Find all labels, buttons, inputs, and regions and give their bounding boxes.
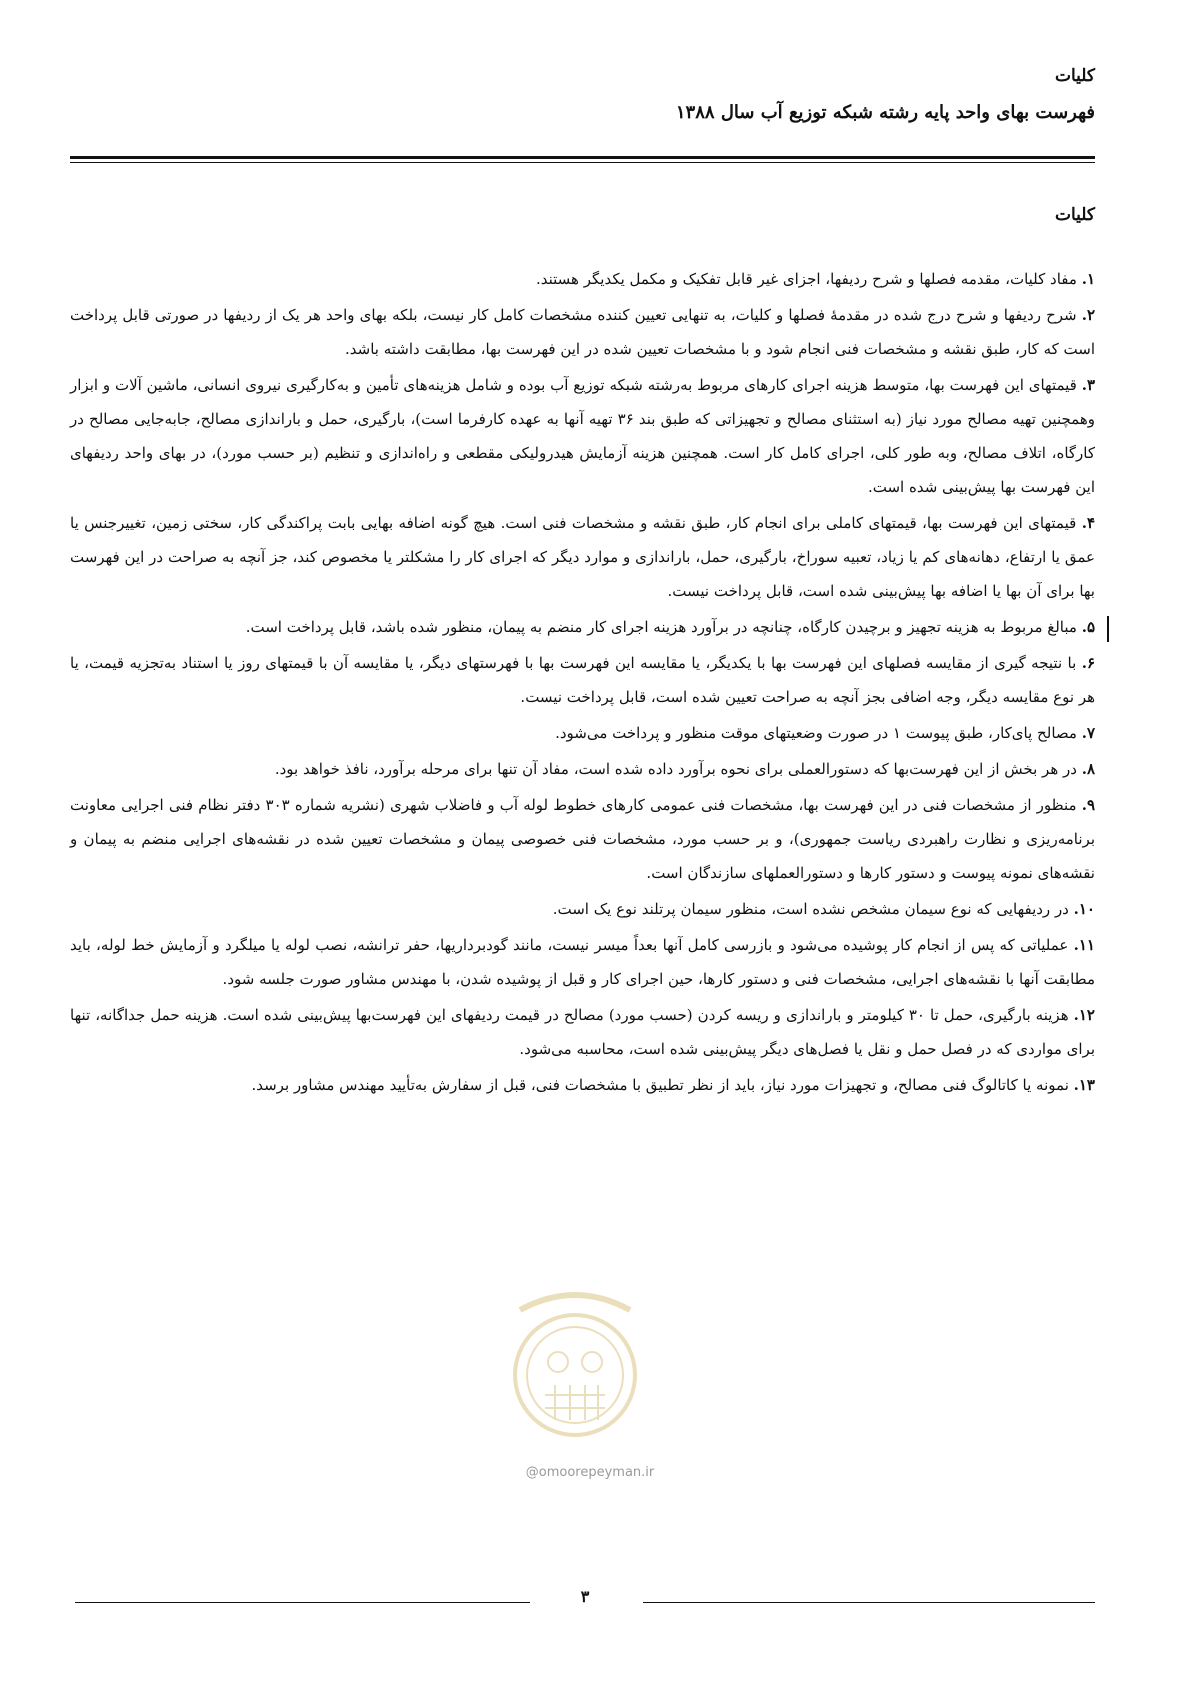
page-footer [75, 1587, 1095, 1617]
header-rule-thick [70, 156, 1095, 159]
paragraph-number: ۴. [1081, 514, 1095, 532]
paragraph-5 [70, 610, 1095, 644]
paragraph-number: ۶. [1081, 654, 1095, 672]
paragraph-text: قیمتهای این فهرست بها، قیمتهای کاملی برای انجام کار، طبق نقشه و مشخصات فنی است. هیچ گونه اضافه بهایی بابت پراکندگی کار، سختی زمین، تغییرجنس یا عمق یا ارتفاع، دهانه‌های کم یا زیاد، تعبیه سوراخ، بارگیری، حمل، باراندازی و موارد دیگر که اجرای کار را مشکلتر یا مخصوص کند، جز آنچه به صراحت در این فهرست بها برای آن بها یا اضافه بها پیش‌بینی شده است، قابل پرداخت نیست. [70, 514, 1095, 600]
watermark-site-text: @omoorepeyman.ir [525, 1465, 655, 1480]
paragraph-text: در ردیفهایی که نوع سیمان مشخص نشده است، منظور سیمان پرتلند نوع یک است. [552, 900, 1074, 918]
paragraph-number: ۱۳. [1073, 1076, 1095, 1094]
paragraph-text: با نتیجه گیری از مقایسه فصلهای این فهرست بها با یکدیگر، یا مقایسه این فهرست بها با فهرستهای دیگر، یا مقایسه آن با قیمتهای روز یا استناد به‌تجزیه قیمت، یا هر نوع مقایسه دیگر، وجه اضافی بجز آنچه به صراحت تعیین شده است، قابل پرداخت نیست. [70, 654, 1095, 706]
paragraph-text: شرح ردیفها و شرح درج شده در مقدمهٔ فصلها و کلیات، به تنهایی تعیین کننده مشخصات کامل کار نیست، بلکه بهای واحد هر یک از ردیفها در صورتی قابل پرداخت است که کار، طبق نقشه و مشخصات فنی انجام شود و با مشخصات تعیین شده در این فهرست بها، مطابقت داشته باشد. [70, 306, 1095, 358]
paragraph-text: مصالح پای‌کار، طبق پیوست ۱ در صورت وضعیتهای موقت منظور و پرداخت می‌شود. [555, 724, 1082, 742]
paragraph-12 [70, 998, 1095, 1066]
paragraph-6 [70, 646, 1095, 714]
section-title: کلیات [1054, 205, 1095, 225]
paragraph-number: ۳. [1081, 376, 1095, 394]
paragraph-text: منظور از مشخصات فنی در این فهرست بها، مشخصات فنی عمومی کارهای خطوط لوله آب و فاضلاب شهری (نشریه شماره ۳۰۳ دفتر نظام فنی اجرایی معاونت برنامه‌ریزی و نظارت راهبردی ریاست جمهوری)، و بر حسب مورد، مشخصات فنی خصوصی پیمان و مشخصات تعیین شده در نقشه‌های اجرایی منضم به پیمان و نقشه‌های نمونه پیوست و دستور کارها و دستورالعملهای سازندگان است. [70, 796, 1095, 882]
paragraph-text: مفاد کلیات، مقدمه فصلها و شرح ردیفها، اجزای غیر قابل تفکیک و مکمل یکدیگر هستند. [535, 270, 1082, 288]
paragraph-1 [70, 262, 1095, 296]
paragraph-3 [70, 368, 1095, 504]
paragraph-4 [70, 506, 1095, 608]
paragraph-text: عملیاتی که پس از انجام کار پوشیده می‌شود و بازرسی کامل آنها بعداً میسر نیست، مانند گودبرداریها، حفر ترانشه، نصب لوله یا میلگرد و آزمایش خط لوله، باید مطابقت آنها با نقشه‌های اجرایی، مشخصات فنی و دستور کارها، حین اجرای کار و قبل از پوشیده شدن، با مهندس مشاور صورت جلسه شود. [70, 936, 1095, 988]
watermark-logo-icon [480, 1280, 670, 1450]
paragraph-9 [70, 788, 1095, 890]
paragraph-number: ۱۲. [1073, 1006, 1095, 1024]
paragraph-number: ۹. [1081, 796, 1095, 814]
page-header [70, 62, 1095, 130]
paragraph-text: نمونه یا کاتالوگ فنی مصالح، و تجهیزات مورد نیاز، باید از نظر تطبیق با مشخصات فنی، قبل از سفارش به‌تأیید مهندس مشاور برسد. [251, 1076, 1074, 1094]
paragraph-number: ۲. [1081, 306, 1095, 324]
page-number: ۳ [580, 1587, 590, 1606]
paragraph-number: ۱۱. [1073, 936, 1095, 954]
paragraph-text: قیمتهای این فهرست بها، متوسط هزینه اجرای کارهای مربوط به‌رشته شبکه توزیع آب بوده و شامل هزینه‌های تأمین و به‌کارگیری نیروی انسانی، ماشین آلات و ابزار وهمچنین تهیه مصالح مورد نیاز (به استثنای مصالح و تجهیزاتی که طبق بند ۳۶ تهیه آنها به عهده کارفرما است)، بارگیری، حمل و باراندازی مصالح، جابه‌جایی مصالح در کارگاه، اتلاف مصالح، وبه طور کلی، اجرای کامل کار است. همچنین هزینه آزمایش هیدرولیکی مقطعی و راه‌اندازی و تنظیم (بر حسب مورد)، در بهای واحد ردیفهای این فهرست بها پیش‌بینی شده است. [70, 376, 1095, 496]
paragraph-number: ۱. [1081, 270, 1095, 288]
paragraph-number: ۸. [1081, 760, 1095, 778]
paragraph-2 [70, 298, 1095, 366]
paragraph-number: ۵. [1081, 618, 1095, 636]
paragraph-7 [70, 716, 1095, 750]
header-title: فهرست بهای واحد پایه رشته شبکه توزیع آب سال ۱۳۸۸ [675, 102, 1095, 123]
paragraph-number: ۷. [1081, 724, 1095, 742]
paragraph-11 [70, 928, 1095, 996]
header-rule-thin [70, 162, 1095, 163]
paragraph-text: هزینه بارگیری، حمل تا ۳۰ کیلومتر و باراندازی و ریسه کردن (حسب مورد) مصالح در قیمت ردیفهای این فهرست‌بها پیش‌بینی شده است. هزینه حمل جداگانه، تنها برای مواردی که در فصل حمل و نقل یا فصل‌های دیگر پیش‌بینی شده است، محاسبه می‌شود. [70, 1006, 1095, 1058]
paragraph-10 [70, 892, 1095, 926]
paragraph-8 [70, 752, 1095, 786]
paragraph-number: ۱۰. [1073, 900, 1095, 918]
paragraph-text: مبالغ مربوط به هزینه تجهیز و برچیدن کارگاه، چنانچه در برآورد هزینه اجرای کار منضم به پیمان، منظور شده باشد، قابل پرداخت است. [245, 618, 1082, 636]
paragraph-text: در هر بخش از این فهرست‌بها که دستورالعملی برای نحوه برآورد داده شده است، مفاد آن تنها برای مرحله برآورد، نافذ خواهد بود. [274, 760, 1082, 778]
header-category: کلیات [1054, 66, 1095, 86]
document-body [70, 262, 1095, 1104]
paragraph-13 [70, 1068, 1095, 1102]
